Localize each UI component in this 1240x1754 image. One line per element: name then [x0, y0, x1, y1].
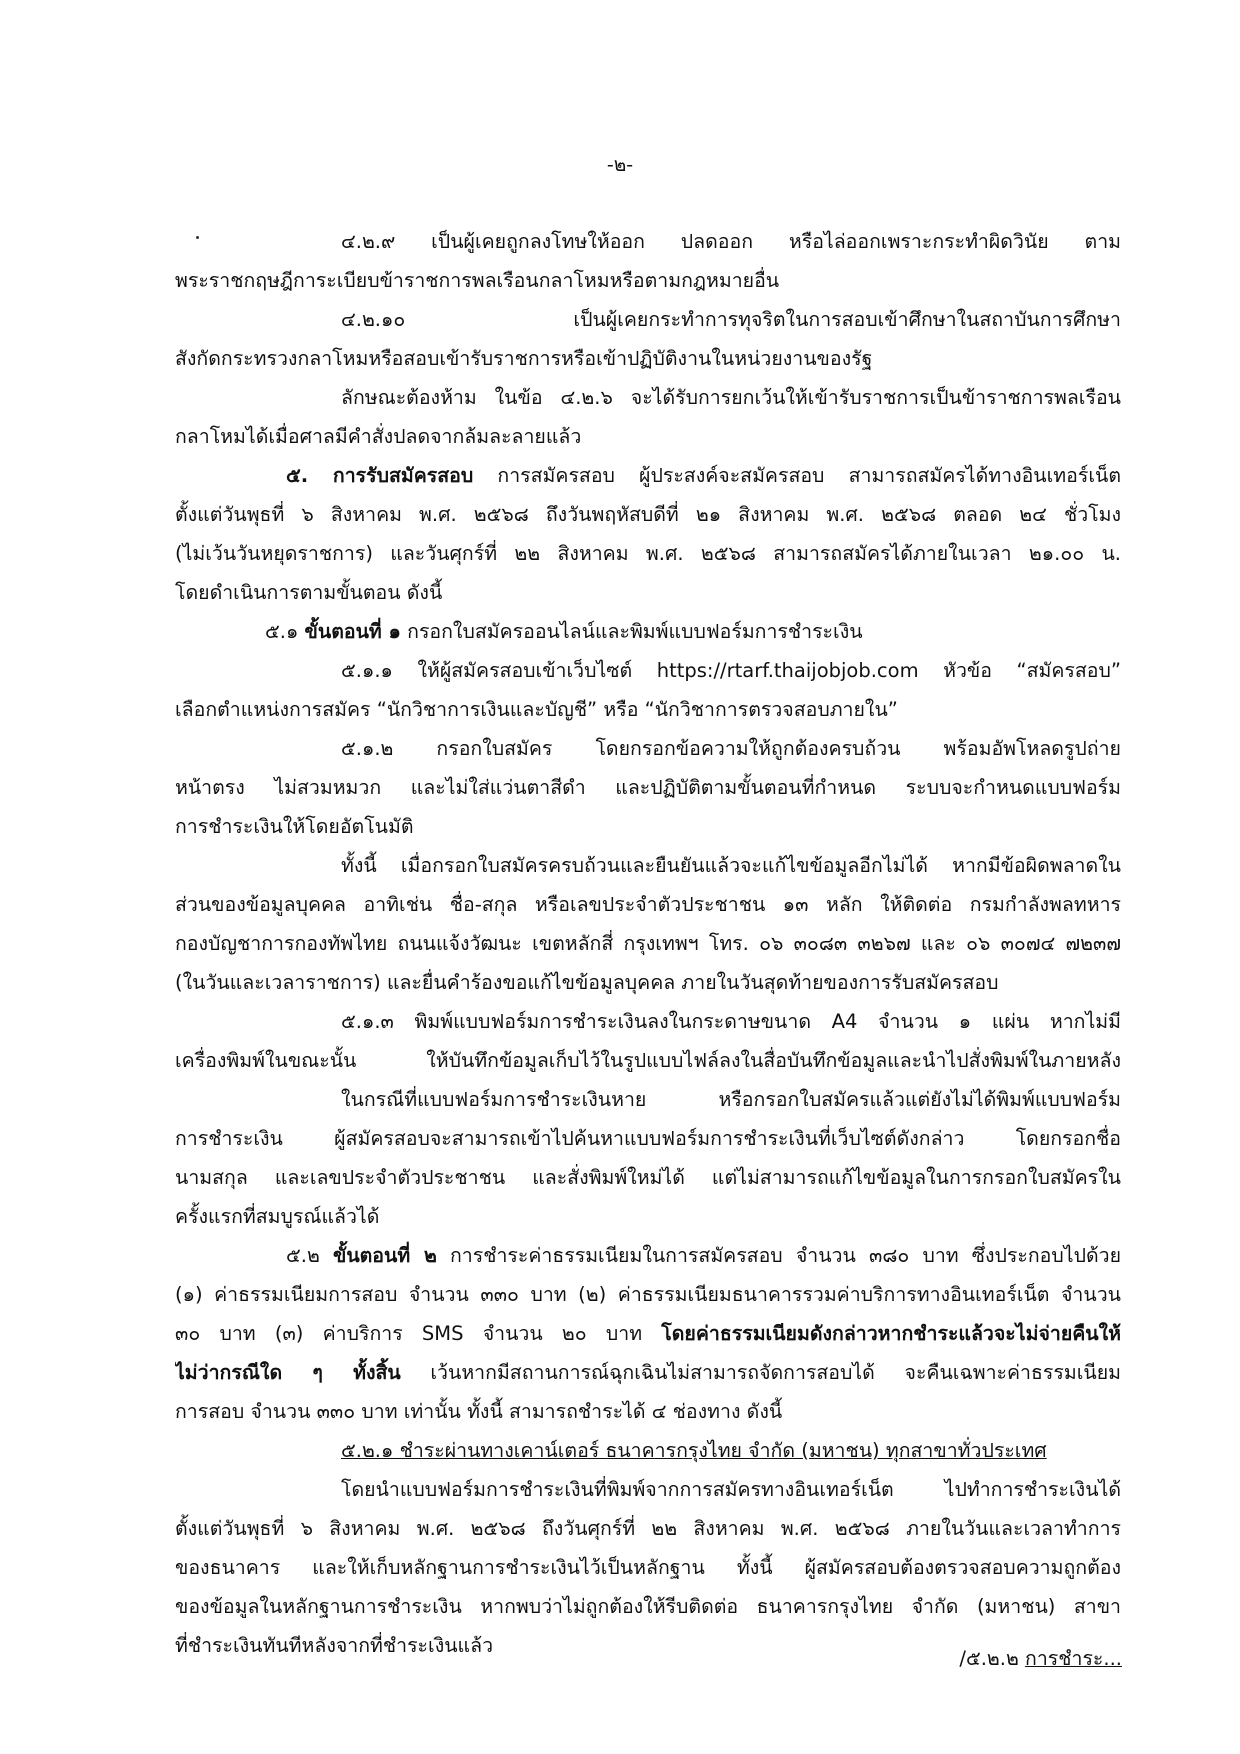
- text-line: ๔.๒.๙ เป็นผู้เคยถูกลงโทษให้ออก ปลดออก หรือไล่ออกเพราะกระทำผิดวินัย ตาม: [341, 230, 1121, 253]
- text-line: ตั้งแต่วันพุธที่ ๖ สิงหาคม พ.ศ. ๒๕๖๘ ถึงวันศุกร์ที่ ๒๒ สิงหาคม พ.ศ. ๒๕๖๘ ภายในวันและเวลาทำการ: [175, 1517, 1121, 1540]
- text-line: [175, 1431, 1121, 1470]
- text-line: โดยนำแบบฟอร์มการชำระเงินที่พิมพ์จากการสมัครทางอินเทอร์เน็ต ไปทำการชำระเงินได้: [341, 1478, 1121, 1501]
- text-line: ลักษณะต้องห้าม ในข้อ ๔.๒.๖ จะได้รับการยกเว้นให้เข้ารับราชการเป็นข้าราชการพลเรือน: [341, 386, 1121, 409]
- text-line: โดยดำเนินการตามขั้นตอน ดังนี้: [175, 581, 443, 604]
- text-line: (ในวันและเวลาราชการ) และยื่นคำร้องขอแก้ไขข้อมูลบุคคล ภายในวันสุดท้ายของการรับสมัครสอบ: [175, 971, 999, 994]
- payment-channel-heading: ๕.๒.๑ ชำระผ่านทางเคาน์เตอร์ ธนาคารกรุงไทย จำกัด (มหาชน) ทุกสาขาทั่วประเทศ: [341, 1439, 1047, 1462]
- text-line: นามสกุล และเลขประจำตัวประชาชน และสั่งพิมพ์ใหม่ได้ แต่ไม่สามารถแก้ไขข้อมูลในการกรอกใบสมัครใน: [175, 1166, 1121, 1189]
- non-refund-notice: โดยค่าธรรมเนียมดังกล่าวหากชำระแล้วจะไม่จ่ายคืนให้: [661, 1322, 1121, 1345]
- text-line: กองบัญชาการกองทัพไทย ถนนแจ้งวัฒนะ เขตหลักสี่ กรุงเทพฯ โทร. ๐๖ ๓๐๘๓ ๓๒๖๗ และ ๐๖ ๓๐๗๔ ๗๒๓๗: [175, 932, 1121, 955]
- text-line: ๕.๑.๒ กรอกใบสมัคร โดยกรอกข้อความให้ถูกต้องครบถ้วน พร้อมอัพโหลดรูปถ่าย: [341, 737, 1121, 760]
- text-line: (๑) ค่าธรรมเนียมการสอบ จำนวน ๓๓๐ บาท (๒) ค่าธรรมเนียมธนาคารรวมค่าบริการทางอินเทอร์เน็ต จำนวน: [175, 1283, 1121, 1306]
- text-line: เครื่องพิมพ์ในขณะนั้น ให้บันทึกข้อมูลเก็บไว้ในรูปแบบไฟล์ลงในสื่อบันทึกข้อมูลและนำไปสั่งพิมพ์ในภายหลัง: [175, 1049, 1121, 1072]
- text-line: ของข้อมูลในหลักฐานการชำระเงิน หากพบว่าไม่ถูกต้องให้รีบติดต่อ ธนาคารกรุงไทย จำกัด (มหาชน) สาขา: [175, 1595, 1121, 1618]
- text-line: ๕.๑.๓ พิมพ์แบบฟอร์มการชำระเงินลงในกระดาษขนาด A4 จำนวน ๑ แผ่น หากไม่มี: [341, 1010, 1121, 1033]
- page-number: -๒-: [606, 154, 634, 176]
- continuation-reference: /๕.๒.๒ การชำระ...: [959, 1647, 1122, 1670]
- text-line: กลาโหมได้เมื่อศาลมีคำสั่งปลดจากล้มละลายแล้ว: [175, 425, 582, 448]
- text-line: การสอบ จำนวน ๓๓๐ บาท เท่านั้น ทั้งนี้ สามารถชำระได้ ๔ ช่องทาง ดังนี้: [175, 1400, 783, 1423]
- text-line: ๔.๒.๑๐ เป็นผู้เคยกระทำการทุจริตในการสอบเข้าศึกษาในสถาบันการศึกษา: [341, 308, 1121, 331]
- text-line: ของธนาคาร และให้เก็บหลักฐานการชำระเงินไว้เป็นหลักฐาน ทั้งนี้ ผู้สมัครสอบต้องตรวจสอบความถูกต้อง: [175, 1556, 1121, 1579]
- text-line: ไม่ว่ากรณีใด ๆ ทั้งสิ้น เว้นหากมีสถานการณ์ฉุกเฉินไม่สามารถจัดการสอบได้ จะคืนเฉพาะค่าธรรมเนียม: [175, 1361, 1121, 1384]
- text-line: ตั้งแต่วันพุธที่ ๖ สิงหาคม พ.ศ. ๒๕๖๘ ถึงวันพฤหัสบดีที่ ๒๑ สิงหาคม พ.ศ. ๒๕๖๘ ตลอด ๒๔ ชั่วโมง: [175, 503, 1121, 526]
- text-line: สังกัดกระทรวงกลาโหมหรือสอบเข้ารับราชการหรือเข้าปฏิบัติงานในหน่วยงานของรัฐ: [175, 347, 873, 370]
- step-heading-line: ๕.๒ ขั้นตอนที่ ๒ การชำระค่าธรรมเนียมในการสมัครสอบ จำนวน ๓๘๐ บาท ซึ่งประกอบไปด้วย: [286, 1244, 1121, 1267]
- text-line: (ไม่เว้นวันหยุดราชการ) และวันศุกร์ที่ ๒๒ สิงหาคม พ.ศ. ๒๕๖๘ สามารถสมัครได้ภายในเวลา ๒๑.๐๐ น.: [175, 542, 1121, 565]
- text-line: ที่ชำระเงินทันทีหลังจากที่ชำระเงินแล้ว: [175, 1634, 494, 1657]
- document-body: [175, 222, 1121, 1665]
- text-line: ทั้งนี้ เมื่อกรอกใบสมัครครบถ้วนและยืนยันแล้วจะแก้ไขข้อมูลอีกไม่ได้ หากมีข้อผิดพลาดใน: [341, 854, 1121, 877]
- text-line: ส่วนของข้อมูลบุคคล อาทิเช่น ชื่อ-สกุล หรือเลขประจำตัวประชาชน ๑๓ หลัก ให้ติดต่อ กรมกำลังพลทหาร: [175, 893, 1121, 916]
- text-line: ในกรณีที่แบบฟอร์มการชำระเงินหาย หรือกรอกใบสมัครแล้วแต่ยังไม่ได้พิมพ์แบบฟอร์ม: [341, 1088, 1121, 1111]
- step-1-heading: ขั้นตอนที่ ๑: [304, 620, 401, 643]
- text-line: เลือกตำแหน่งการสมัคร “นักวิชาการเงินและบัญชี” หรือ “นักวิชาการตรวจสอบภายใน”: [175, 698, 898, 721]
- text-line: ๓๐ บาท (๓) ค่าบริการ SMS จำนวน ๒๐ บาท โดยค่าธรรมเนียมดังกล่าวหากชำระแล้วจะไม่จ่ายคืนให้: [175, 1322, 1121, 1345]
- step-2-heading: ขั้นตอนที่ ๒: [332, 1244, 437, 1267]
- text-line: ครั้งแรกที่สมบูรณ์แล้วได้: [175, 1205, 380, 1228]
- section-5-heading: ๕. การรับสมัครสอบ: [286, 464, 474, 487]
- text-line: การชำระเงินให้โดยอัตโนมัติ: [175, 815, 414, 838]
- text-line: หน้าตรง ไม่สวมหมวก และไม่ใส่แว่นตาสีดำ และปฏิบัติตามขั้นตอนที่กำหนด ระบบจะกำหนดแบบฟอร์ม: [175, 776, 1121, 799]
- non-refund-notice-cont: ไม่ว่ากรณีใด ๆ ทั้งสิ้น: [175, 1361, 401, 1384]
- section-heading-line: ๕. การรับสมัครสอบ การสมัครสอบ ผู้ประสงค์จะสมัครสอบ สามารถสมัครได้ทางอินเทอร์เน็ต: [286, 464, 1121, 487]
- continuation-link: การชำระ...: [1025, 1647, 1122, 1670]
- step-heading-line: ๕.๑ ขั้นตอนที่ ๑ กรอกใบสมัครออนไลน์และพิมพ์แบบฟอร์มการชำระเงิน: [265, 620, 863, 643]
- text-line: การชำระเงิน ผู้สมัครสอบจะสามารถเข้าไปค้นหาแบบฟอร์มการชำระเงินที่เว็บไซต์ดังกล่าว โดยกรอกชื่อ: [175, 1127, 1121, 1150]
- text-line: พระราชกฤษฎีการะเบียบข้าราชการพลเรือนกลาโหมหรือตามกฎหมายอื่น: [175, 269, 780, 292]
- text-line: ๕.๑.๑ ให้ผู้สมัครสอบเข้าเว็บไซต์ https://rtarf.thaijobjob.com หัวข้อ “สมัครสอบ”: [341, 659, 1121, 682]
